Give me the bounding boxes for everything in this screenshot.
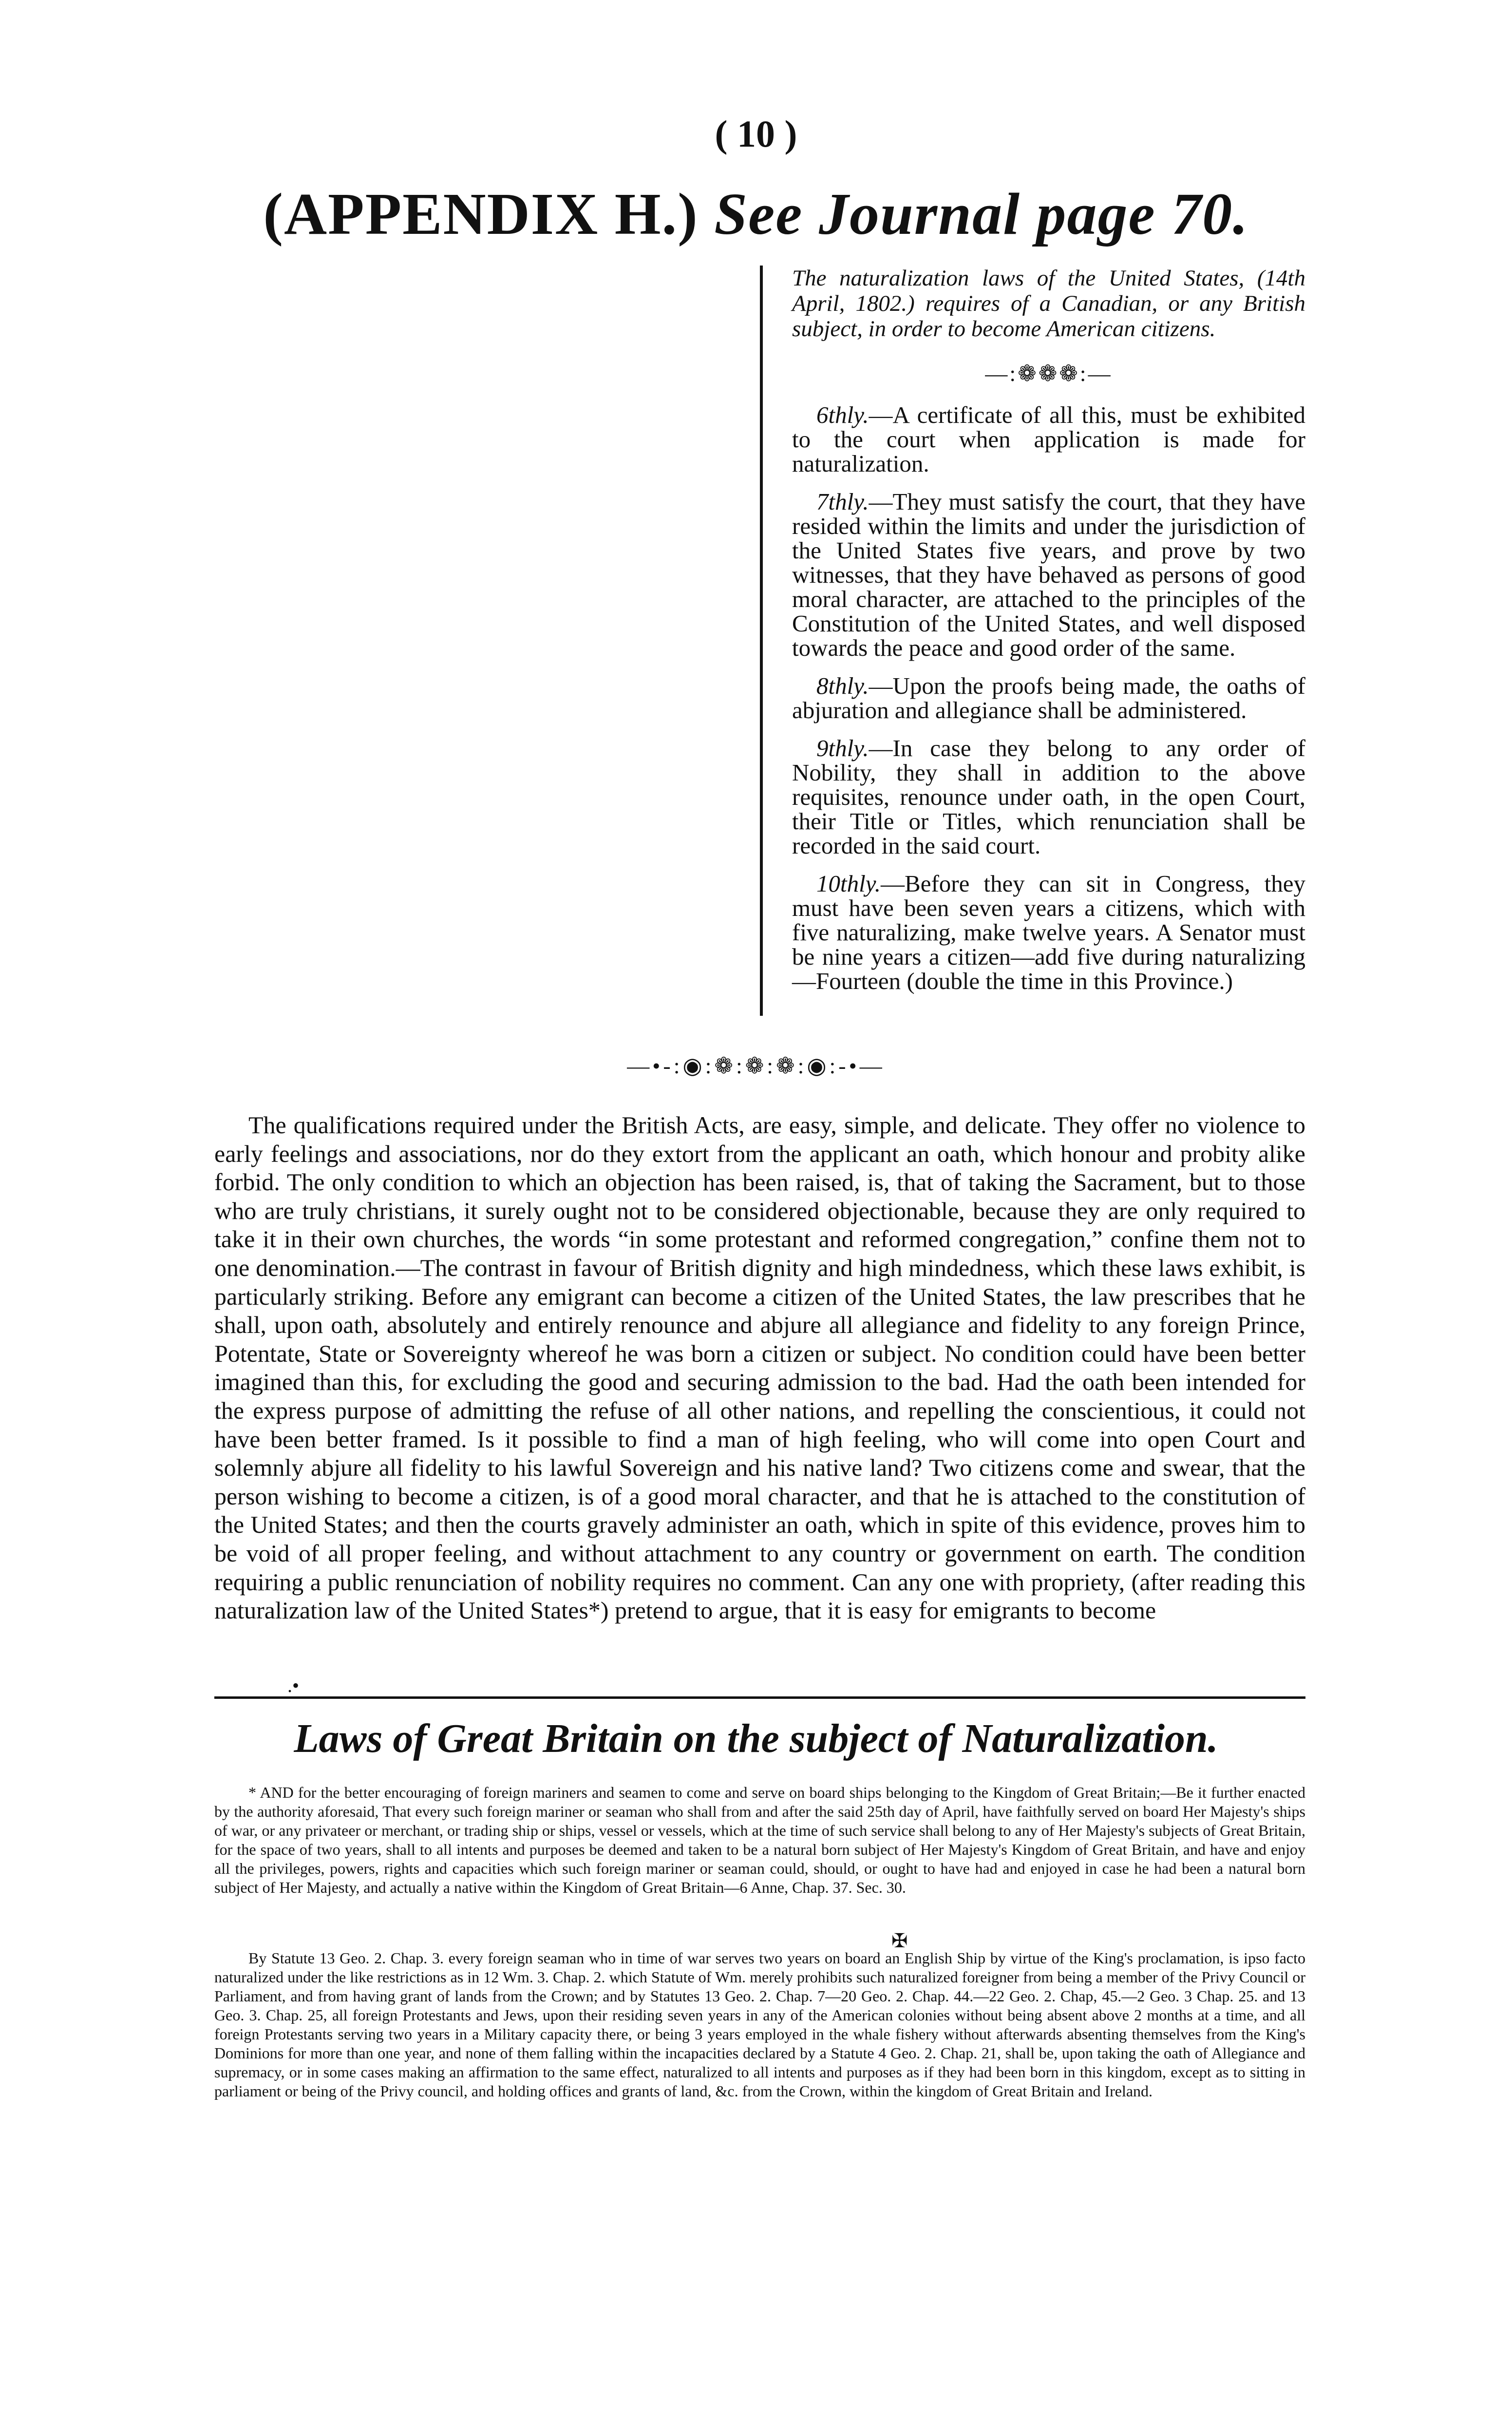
journal-reference: See Journal page 70.	[714, 181, 1249, 247]
clause-label: 9thly.	[816, 735, 869, 761]
clause-text: —A certificate of all this, must be exhibited to the court when application is made for naturalization.	[792, 401, 1305, 477]
clause-label: 10thly.	[816, 870, 881, 897]
clause-text: —In case they belong to any order of Nobility, they shall in addition to the above requisites, renounce under oath, in the open Court, their Title or Titles, which renunciation shall be recorded in the said court.	[792, 735, 1305, 859]
clause-7	[792, 490, 1305, 660]
ornament-divider: —•-:◉:❁:❁:❁:◉:-•—	[627, 1053, 885, 1078]
rule-mark: .•	[287, 1674, 300, 1696]
sidebox-ornament: —:❁❁❁:—	[985, 361, 1113, 386]
section-rule	[214, 1696, 1305, 1699]
footnote-statutes: By Statute 13 Geo. 2. Chap. 3. every foreign seaman who in time of war serves two years on board an English Ship by virtue of the King's proclamation, is ipso facto naturalized under the like restrictions as in 12 Wm. 3. Chap. 2. which Statute of Wm. merely prohibits such naturalized foreigner from being a member of the Privy Council or Parliament, and from having grant of lands from the Crown; and by Statutes 13 Geo. 2. Chap. 7—20 Geo. 2. Chap. 44.—22 Geo. 2. Chap, 45.—2 Geo. 3 Chap. 25. and 13 Geo. 3. Chap. 25, all foreign Protestants and Jews, upon their residing seven years in any of the American colonies without being absent above 2 months at a time, and all foreign Protestants serving two years in a Military capacity there, or being 3 years employed in the whale fishery without afterwards absenting themselves from the King's Dominions for more than one year, and none of them falling within the incapacities declared by a Statute 4 Geo. 2. Chap. 21, shall be, upon taking the oath of Allegiance and supremacy, or in some cases making an affirmation to the same effect, naturalized to all intents and purposes as if they had been born in this kingdom, except as to sitting in parliament or being of the Privy council, and holding offices and grants of land, &c. from the Crown, within the kingdom of Great Britain and Ireland.	[214, 1949, 1305, 2100]
naturalization-sidebox	[760, 266, 1305, 1016]
footnote-anne: * AND for the better encouraging of foreign mariners and seamen to come and serve on board ships belonging to the Kingdom of Great Britain;—Be it further enacted by the authority aforesaid, That every such foreign mariner or seaman who shall from and after the said 25th day of April, have faithfully served on board Her Majesty's ships of war, or any privateer or merchant, or trading ship or ships, vessel or vessels, which at the time of such service shall belong to any of Her Majesty's subjects of Great Britain, for the space of two years, shall to all intents and purposes be deemed and taken to be a natural born subject of Her Majesty's Kingdom of Great Britain, and have and enjoy all the privileges, powers, rights and capacities which such foreign mariner or seaman could, should, or ought to have had and enjoyed in case he had been a natural born subject of Her Majesty, and actually a native within the Kingdom of Great Britain—6 Anne, Chap. 37. Sec. 30.	[214, 1784, 1305, 1896]
clause-label: 6thly.	[816, 401, 869, 428]
clause-6	[792, 403, 1305, 476]
page-number: ( 10 )	[715, 113, 797, 155]
clause-text: —Before they can sit in Congress, they must have been seven years a citizens, which with five naturalizing, make twelve years. A Senator must be nine years a citizen—add five during naturalizing—Fourteen (double the time in this Province.)	[792, 870, 1305, 994]
laws-section-title: Laws of Great Britain on the subject of Naturalization.	[294, 1716, 1218, 1761]
footnote-mark: ✠	[891, 1930, 908, 1952]
page-heading	[0, 180, 1512, 248]
clause-8	[792, 674, 1305, 723]
body-paragraph: The qualifications required under the British Acts, are easy, simple, and delicate. They offer no violence to early feelings and associations, nor do they extort from the applicant an oath, which honour and probity alike forbid. The only condition to which an objection has been raised, is, that of taking the Sacrament, but to those who are truly christians, it surely ought not to be considered objectionable, because they are only required to take it in their own churches, the words “in some protestant and reformed congregation,” confine them not to one denomination.—The contrast in favour of British dignity and high mindedness, which these laws exhibit, is particularly striking. Before any emigrant can become a citizen of the United States, the law prescribes that he shall, upon oath, absolutely and entirely renounce and abjure all allegiance and fidelity to any foreign Prince, Potentate, State or Sovereignty whereof he was born a citizen or subject. No condition could have been better imagined than this, for excluding the good and securing admission to the bad. Had the oath been intended for the express purpose of admitting the refuse of all other nations, and repelling the conscientious, it could not have been better framed. Is it possible to find a man of high feeling, who will come into open Court and solemnly abjure all fidelity to his lawful Sovereign and his native land? Two citizens come and swear, that the person wishing to become a citizen, is of a good moral character, and that he is attached to the constitution of the United States; and then the courts gravely administer an oath, which in spite of this evidence, proves him to be void of all proper feeling, and without attachment to any country or government on earth. The condition requiring a public renunciation of nobility requires no comment. Can any one with propriety, (after reading this naturalization law of the United States*) pretend to argue, that it is easy for emigrants to become	[214, 1111, 1305, 1624]
clause-text: —They must satisfy the court, that they have resided within the limits and under the jurisdiction of the United States five years, and prove by two witnesses, that they have behaved as persons of good moral character, are attached to the principles of the Constitution of the United States, and well disposed towards the peace and good order of the same.	[792, 488, 1305, 661]
clause-label: 7thly.	[816, 488, 869, 515]
clause-9	[792, 736, 1305, 858]
clause-label: 8thly.	[816, 672, 869, 699]
appendix-label: (APPENDIX H.)	[263, 181, 699, 247]
clause-10	[792, 872, 1305, 993]
clause-text: —Upon the proofs being made, the oaths of abjuration and allegiance shall be administered.	[792, 672, 1305, 723]
sidebox-intro: The naturalization laws of the United States, (14th April, 1802.) requires of a Canadian, or any British subject, in order to become American citizens.	[792, 266, 1305, 342]
